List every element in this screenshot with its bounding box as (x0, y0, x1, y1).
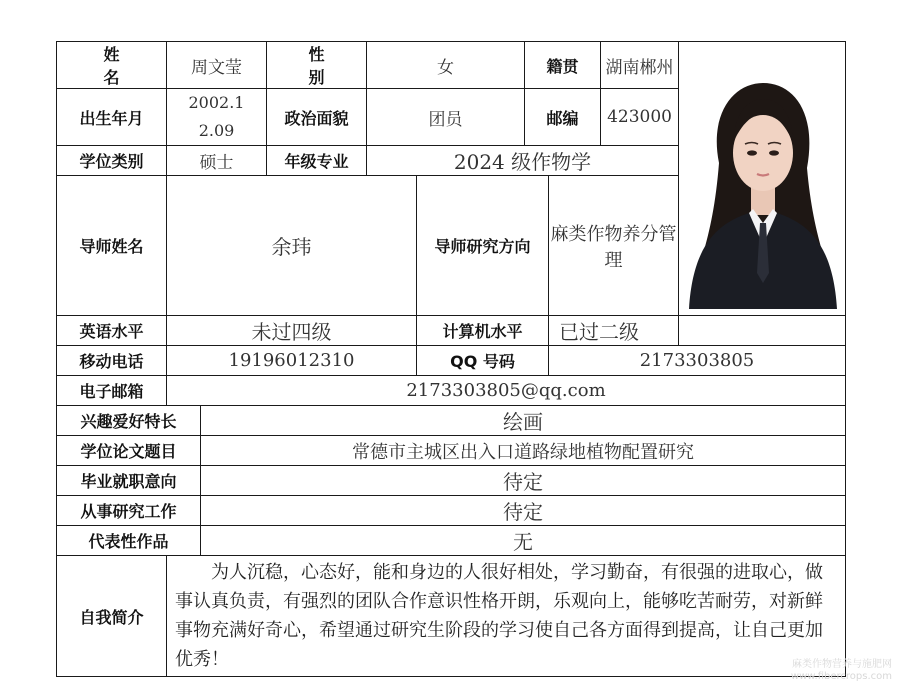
english-level-label: 英语水平 (57, 316, 167, 346)
native-place-label: 籍贯 (525, 42, 601, 89)
id-photo (679, 49, 846, 309)
postcode-value: 423000 (601, 89, 679, 146)
row-research-work (57, 496, 846, 526)
advisor-research-value: 麻类作物养分管理 (549, 176, 679, 316)
degree-value: 硕士 (167, 146, 267, 176)
representative-works-value: 无 (201, 526, 846, 556)
thesis-title-label: 学位论文题目 (57, 436, 201, 466)
thesis-title-value: 常德市主城区出入口道路绿地植物配置研究 (201, 436, 846, 466)
row-works (57, 526, 846, 556)
representative-works-label: 代表性作品 (57, 526, 201, 556)
advisor-name-label: 导师姓名 (57, 176, 167, 316)
watermark-line2: www.fibercrops.com (790, 671, 892, 682)
row-phone (57, 346, 846, 376)
row-english (57, 316, 846, 346)
self-intro-label: 自我简介 (57, 556, 167, 677)
advisor-research-label: 导师研究方向 (417, 176, 549, 316)
watermark (791, 659, 892, 683)
gender-label: 性 别 (267, 42, 367, 89)
career-intention-label: 毕业就职意向 (57, 466, 201, 496)
email-label: 电子邮箱 (57, 376, 167, 406)
qq-value: 2173303805 (549, 346, 846, 376)
postcode-label: 邮编 (525, 89, 601, 146)
row-intro (57, 556, 846, 677)
hobby-label: 兴趣爱好特长 (57, 406, 201, 436)
birth-label: 出生年月 (57, 89, 167, 146)
hobby-value: 绘画 (201, 406, 846, 436)
student-info-form (56, 41, 846, 677)
phone-label: 移动电话 (57, 346, 167, 376)
native-place-value: 湖南郴州 (601, 42, 679, 89)
phone-value: 19196012310 (167, 346, 417, 376)
row-thesis (57, 436, 846, 466)
birth-value: 2002.12.09 (167, 89, 267, 146)
row-hobby (57, 406, 846, 436)
row-email (57, 376, 846, 406)
photo-cell (679, 42, 846, 316)
grade-major-value: 2024 级作物学 (367, 146, 679, 176)
computer-level-label: 计算机水平 (417, 316, 549, 346)
name-label: 姓 名 (57, 42, 167, 89)
research-work-label: 从事研究工作 (57, 496, 201, 526)
qq-label: QQ 号码 (417, 346, 549, 376)
grade-major-label: 年级专业 (267, 146, 367, 176)
blank-cell (679, 316, 846, 346)
political-status-value: 团员 (367, 89, 525, 146)
self-intro-text: 为人沉稳，心态好，能和身边的人很好相处，学习勤奋，有很强的进取心，做事认真负责，有强烈的团队合作意识性格开朗，乐观向上，能够吃苦耐劳，对新鲜事物充满好奇心，希望通过研究生阶段的学习使自己各方面得到提高，让自己更加优秀！ (167, 556, 846, 677)
career-intention-value: 待定 (201, 466, 846, 496)
degree-label: 学位类别 (57, 146, 167, 176)
advisor-name-value: 余玮 (167, 176, 417, 316)
email-value: 2173303805@qq.com (167, 376, 846, 406)
computer-level-value: 已过二级 (549, 316, 679, 346)
english-level-value: 未过四级 (167, 316, 417, 346)
political-status-label: 政治面貌 (267, 89, 367, 146)
research-work-value: 待定 (201, 496, 846, 526)
gender-value: 女 (367, 42, 525, 89)
row-name (57, 42, 846, 89)
watermark-line1: 麻类作物营养与施肥网 (792, 659, 892, 670)
name-value: 周文莹 (167, 42, 267, 89)
row-career (57, 466, 846, 496)
